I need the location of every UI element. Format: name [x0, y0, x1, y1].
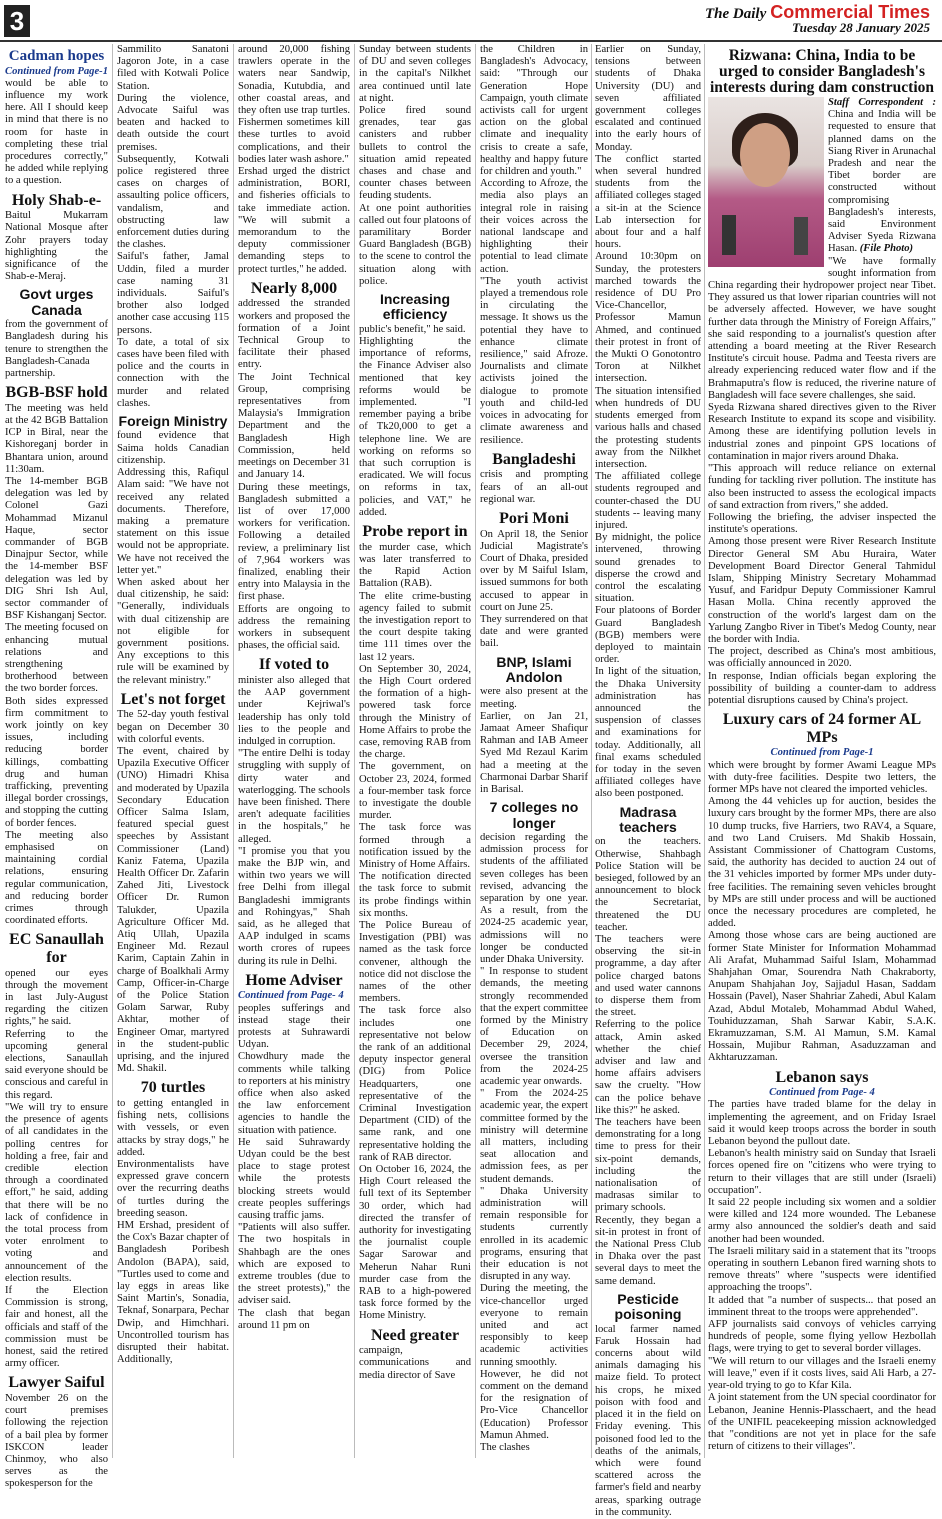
paragraph: Four platoons of Border Guard Bangladesh (BGB) members were deployed to maintain order.: [595, 605, 701, 666]
paragraph: In response, Indian officials began exploring the possibility of building a counter-dam to address potential disruptions caused by China's project.: [708, 670, 936, 706]
paragraph: At one point authorities called out four platoons of paramilitary Border Guard Bangladesh (BGB) to the scene to control the situation along with police.: [359, 202, 471, 287]
article-body: [708, 1099, 936, 1453]
paragraph: Earlier, on Jan 21, Jamaat Ameer Shafiqur Rahman and IAB Ameer Syed Md Rezaul Karim had a meeting at the Charmonai Darbar Sharif in Barisal.: [480, 710, 588, 795]
paragraph: "We will return to our villages and the Israeli enemy will leave," even if it costs lives, said Ali Harb, a 27-year-old trying to go to Kfar Kila.: [708, 1355, 936, 1392]
paragraph: Chowdhury made the comments while talking to reporters at his ministry office when also asked the law enforcement agencies to handle the situation with patience.: [238, 1051, 350, 1136]
paragraph: On April 18, the Senior Judicial Magistrate's Court of Dhaka, presided over by M Saiful Islam, issued summons for both accused to appear in court on June 25.: [480, 528, 588, 613]
section-headline: Lawyer Saiful: [8, 1374, 105, 1392]
masthead-bar: [0, 0, 942, 40]
paragraph: Among those whose cars are being auctioned are former State Minister for Information Mohammad Ali Arafat, Muhammad Saiful Islam, Mohammad Shahjahan Omar, Sourendra Nath Chakraborty, Anupam Shahjahan Joy, Sajjadul Hasan, Saddam Hossain (Pavel), Naser Shahriar Zahedi, Abul Kalam Azad, Abdul Motaleb, Mohammad Abdul Wahed, Touhiduzzaman, Shah Sarwar Kabir, S.A.K. Ekramuzzaman, S.M. Al Mamun, S.M. Kamal Hossain, Mujibur Rahman, Asaduzzaman and Akhtaruzzaman.: [708, 930, 936, 1064]
section-headline: BNP, Islami Andolon: [496, 653, 572, 685]
section-headline: Govt urges Canada: [19, 286, 94, 318]
paragraph: The Police Bureau of Investigation (PBI) was named as the task force convener, although the notice did not disclose the names of the other members.: [359, 919, 471, 1005]
paragraph: "This approach will reduce reliance on external funding for tackling river pollution. The institute has also been instructed to assess the ecological impacts of sand extraction from rivers," she added.: [708, 463, 936, 511]
section-headline: 70 turtles: [140, 1079, 206, 1097]
paragraph: decision regarding the admission process for students of the affiliated seven colleges has been revised, advancing the separation by one year. As a result, from the 2024-25 academic year, admissions will no longer be conducted under Dhaka University.: [480, 831, 588, 965]
paragraph: The Israeli military said in a statement that its "troops operating in southern Lebanon fired warning shots to remove threats" where "suspects were identified approaching the troops".: [708, 1245, 936, 1294]
paragraph: HM Ershad, president of the Cox's Bazar chapter of Bangladesh Poribesh Andolon (BAPA), said, "Turtles used to come and lay eggs in areas like Saint Martin's, Sonadia, Teknaf, Sonarpara, Pechar Dwip, and Himchhari. Uncontrolled tourism has disrupted their habitat. Additionally,: [117, 1220, 229, 1366]
paragraph: To date, a total of six cases have been filed with police and the courts in connection with the murder and related clashes.: [117, 336, 229, 409]
paragraph: would be able to influence my work here. All I should keep in mind that there is no room for haste in completing these trial procedures correctly," he added while replying to a question.: [5, 77, 108, 187]
paragraph: The 14-member BGB delegation was led by Colonel Gazi Mohammad Mizanul Haque, sector commander of BGB Dinajpur Sector, while the 14-member BSF delegation was led by DIG Shri Ish Aul, sector commander of BSF Kishanganj Sector.: [5, 475, 108, 622]
headline-luxury-cars: Luxury cars of 24 former AL MPs: [722, 711, 922, 746]
paragraph: the Children in Bangladesh's Advocacy, said: "Through our Generation Hope Campaign, youth climate activists call for urgent action on the global climate and inequality crisis to create a safe, healthy and happy future for children and youth.": [480, 44, 588, 178]
paragraph: AFP journalists said convoys of vehicles carrying hundreds of people, some flying yellow Hezbollah flags, were trying to get to several border villages.: [708, 1319, 936, 1355]
paragraph: campaign, communications and media director of Save: [359, 1345, 471, 1381]
section-headline: 7 colleges no longer: [489, 799, 579, 831]
paragraph: Ershad urged the district administration, BORI, and fisheries officials to take immediate action. "We will submit a memorandum to the deputy commissioner demanding steps to protect turtles," he added.: [238, 166, 350, 275]
column-4: [359, 44, 471, 1458]
headline-rizwana: Rizwana: China, India to be urged to consider Bangladesh's interests during dam construction: [709, 47, 935, 96]
section-headline: BGB-BSF hold: [5, 384, 108, 402]
paragraph: On September 30, 2024, the High Court ordered the formation of a high-powered task force through the Ministry of Home Affairs to probe the case, removing RAB from the charge.: [359, 663, 471, 761]
section-headline: Pesticide poisoning: [614, 1290, 682, 1323]
paragraph: opened our eyes through the movement in last July-August regarding the citizen rights," he said.: [5, 967, 108, 1028]
paragraph: The parties have traded blame for the delay in implementing the agreement, and on Friday Israel said it would keep troops across the border in south Lebanon beyond the pullout date.: [708, 1099, 936, 1148]
paragraph: from the government of Bangladesh during his tenure to strengthen the Bangladesh-Canada partnership.: [5, 319, 108, 379]
column-2: [117, 44, 229, 1458]
paragraph: Earlier on Sunday, tensions between students of Dhaka University (DU) and seven affiliated government colleges escalated and continued into the early hours of Monday.: [595, 44, 701, 153]
paragraph: minister also alleged that the AAP government under Kejriwal's leadership has only told lies to the people and indulged in corruption.: [238, 674, 350, 747]
paragraph: Both sides expressed firm commitment to work jointly on key issues, including reducing border killings, combatting drug and human trafficking, preventing illegal border crossings, and stopping the cutting of border fences.: [5, 695, 108, 829]
paragraph: The project, described as China's most ambitious, was officially announced in 2020.: [708, 646, 936, 670]
paragraph: If the Election Commission is strong, fair and honest, all the officials and staff of the commission must be honest, said the retired army officer.: [5, 1284, 108, 1370]
paragraph: "The youth activist played a tremendous role in circulating the message. It shows us the potential they have to enhance climate resilience," said Afroze. Journalists and climate activists joined the dialogue to promote youth and child-led voices in advocating for climate awareness and resilience.: [480, 275, 588, 446]
paragraph: which were brought by former Awami League MPs with duty-free facilities. Despite two letters, the former MPs have not cleared the imported vehicles.: [708, 759, 936, 795]
article-body: [708, 760, 936, 1065]
lead-paragraph: China and India will be requested to ensure that planned dams on the Siang River in Arunachal Pradesh and near the Tibet border are constructed without compromising Bangladesh's interests, said Environment Adviser Syeda Rizwana Hasan.: [828, 109, 936, 255]
issue-date: Tuesday 28 January 2025: [792, 20, 930, 35]
section-headline: Bangladeshi: [492, 450, 576, 468]
paragraph: On October 16, 2024, the High Court released the full text of its September 30 order, which had directed the transfer of authority for investigating the journalist couple Sagar Sarowar and Meherun Nahar Runi murder case from the RAB to a high-powered task force formed by the Home Ministry.: [359, 1164, 471, 1322]
paragraph: Baitul Mukarram National Mosque after Zohr prayers today highlighting the significance of the Shab-e-Meraj.: [5, 210, 108, 283]
photo-caption: (File Photo): [859, 243, 914, 255]
photo-face: [740, 123, 790, 187]
paragraph: local farmer named Faruk Hossain had concerns about wild animals damaging his maize field. To protect his crops, he mixed poison with food and placed it in the field on Friday evening. This poisoned food led to the deaths of the animals, which were found scattered across the farmer's field and nearby areas, sparking outrage in the community.: [595, 1323, 701, 1518]
paragraph: Environmentalists have expressed grave concern over the recurring deaths of turtles during the breeding season.: [117, 1159, 229, 1219]
paragraph: around 20,000 fishing trawlers operate in the waters near Sandwip, Sonadia, Kutubdia, and other coastal areas, and they often use trap turtles. Fishermen sometimes kill these turtles to avoid complications, and their bodies later wash ashore.": [238, 44, 350, 165]
paragraph: "I promise you that you make the BJP win, and within two years we will free Delhi from illegal Bangladeshi immigrants and Rohingyas," Shah said, as he alleged that AAP indulged in scams worth crores of rupees during its rule in Delhi.: [238, 845, 350, 967]
paragraph: By midnight, the police intervened, throwing sound grenades to disperse the crowd and control the escalating situation.: [595, 532, 701, 605]
paragraph: The situation intensified when hundreds of DU students emerged from various halls and chased the protesting students away from the Nilkhet intersection.: [595, 385, 701, 470]
microphone-icon: [794, 217, 808, 255]
column-divider: [112, 44, 113, 1458]
paragraph: When asked about her dual citizenship, he said: "Generally, individuals with dual citizenship are not eligible for government positions. Any exceptions to this rule will be examined by the relevant ministry.": [117, 576, 229, 686]
paragraph: The task force was formed through a notification issued by the Ministry of Home Affairs.: [359, 822, 471, 870]
section-headline: If voted to: [258, 656, 330, 674]
paragraph: It said 22 people including six women and a soldier were killed and 124 more wounded. The Lebanese army also announced the soldier's death and said another had been wounded.: [708, 1197, 936, 1245]
paragraph: In light of the situation, the Dhaka University administration has announced the suspension of classes and examinations for today. Additionally, all final exams scheduled for today in the seven affiliated colleges have also been postponed.: [595, 666, 701, 800]
paragraph: Among those present were River Research Institute Director General SM Abu Huraira, Water Development Board Director General Tahmidul Islam, Shipping Ministry Secretary Mohammad Yusuf, and Faridpur Deputy Commissioner Kamrul Hasan Molla. China recently approved the construction of the world's largest dam on the Yarlung Zangbo River in Tibet's Medog County, near the border with India.: [708, 536, 936, 645]
section-headline: Need greater: [370, 1326, 460, 1344]
paragraph: The elite crime-busting agency failed to submit the investigation report to the court despite taking time 111 times over the last 12 years.: [359, 590, 471, 663]
paragraph: The meeting was held at the 42 BGB Battalion ICP in Biral, near the Kishoreganj border in Bhantara union, around 11:30am.: [5, 402, 108, 475]
paragraph: Referring to the police attack, Amin asked whether the chief adviser and law and home affairs advisers saw the cruelty. "How can the police behave like this?" he asked.: [595, 1019, 701, 1116]
paragraph: The affiliated college students regrouped and counter-chased the DU students -- leaving many injured.: [595, 471, 701, 531]
section-headline: Foreign Ministry: [118, 413, 228, 430]
paragraph: found evidence that Saima holds Canadian citizenship.: [117, 430, 229, 466]
paragraph: The 52-day youth festival began on December 30 with colorful events.: [117, 709, 229, 745]
section-headline: Let's not forget: [120, 690, 226, 708]
paragraph: Syeda Rizwana shared directives given to the River Research Institute to expand its scope and visibility. Among these are identifying pollution levels in industrial zones and pinpoint GPS locations of contamination in major rivers around Dhaka.: [708, 402, 936, 462]
paragraph: They surrendered on that date and were granted bail.: [480, 613, 588, 650]
continued-note: Continued from Page-1: [770, 747, 874, 759]
column-divider: [233, 44, 234, 1458]
column-5: [480, 44, 588, 1458]
paragraph: A joint statement from the UN special coordinator for Lebanon, Jeanine Hennis-Plasschaert, and the head of the UNIFIL peacekeeping mission acknowledged that "conditions are not yet in place for the safe return of citizens to their villages".: [708, 1392, 936, 1453]
paragraph: During the violence, Advocate Saiful was beaten and hacked to death outside the court premises.: [117, 92, 229, 153]
paragraph: The task force also includes one representative not below the rank of an additional deputy inspector general (DIG) from Police Headquarters, one representative of the Criminal Investigation Department (CID) of the same rank, and one representative holding the rank of RAB director.: [359, 1005, 471, 1163]
paragraph: were also present at the meeting.: [480, 686, 588, 710]
paragraph: The event, chaired by Upazila Executive Officer (UNO) Himadri Khisa and moderated by Upazila Secondary Education Officer Salma Islam, featured special guest speeches by Assistant Commissioner (Land) Kaniz Fatema, Upazila Health Officer Dr. Zafarin Zahed Jiti, Livestock Officer Dr. Rumon Talukder, Upazila Agriculture Officer Md. Atiq Ullah, Upazila Engineer Md. Rezaul Karim, Captain Zahin in charge of Boalkhali Army Camp, Officer-in-Charge of the Police Station Golam Sarwar, Ruby Akhtar, mother of Engineer Omar, martyred in the student-public uprising, and the injured Md. Shakil.: [117, 745, 229, 1075]
paragraph: It added that "a number of suspects... that posed an imminent threat to the troops were apprehended".: [708, 1294, 936, 1318]
paragraph: "Patients will also suffer. The two hospitals in Shahbagh are the ones which are exposed to extreme troubles (due to the street protests)," the adviser said.: [238, 1222, 350, 1307]
paragraph: The meeting focused on enhancing mutual relations and strengthening brotherhood between the two border forces.: [5, 622, 108, 695]
paragraph: Around 10:30pm on Sunday, the protesters marched towards the residence of DU Pro Vice-Chancellor, Professor Mamun Ahmed, and continued their protest in front of the Mukti O Gonotontro Toron at Nilkhet intersection.: [595, 251, 701, 385]
section-headline: EC Sanaullah for: [9, 931, 104, 967]
article-body: [708, 256, 936, 708]
paragraph: " In response to student demands, the meeting strongly recommended that the expert committee formed by the Ministry of Education on December 29, 2024, oversee the transition from the 2024-25 academic year onwards.: [480, 966, 588, 1087]
paragraph: "We will try to ensure the presence of agents of all candidates in the polling centres for holding a free, fair and credible election through a coordinated effort," he said, adding that there will be no lack of confidence in the total process from voter enrolment to voting and announcement of the election results.: [5, 1101, 108, 1284]
paragraph: Addressing this, Rafiqul Alam said: "We have not received any related documents. Therefore, making a premature statement on this issue would not be appropriate. We have not received the letter yet.": [117, 467, 229, 576]
column-1: [5, 44, 108, 1490]
paragraph: Following the briefing, the adviser inspected the institute's operations.: [708, 511, 936, 536]
paragraph: The clash that began around 11 pm on: [238, 1307, 350, 1331]
paragraph: The conflict started when several hundred students from the affiliated colleges staged a sit-in at the Science Lab intersection for about four and a half hours.: [595, 153, 701, 251]
paragraph: Among the 44 vehicles up for auction, besides the luxury cars brought by the former MPs, there are also 10 dump trucks, five Harriers, two RAV4, a Square, and two Land Cruisers. Md Shakib Hossain, Assistant Commissioner of Chattogram Customs, said, the authority has decided to auction 24 out of the 31 vehicles imported by former MPs under duty-free facilities. The remaining seven vehicles brought by MPs are still under process and will be auctioned once the necessary procedures are completed, he added.: [708, 796, 936, 930]
paragraph: The government, on October 23, 2024, formed a four-member task force to investigate the double murder.: [359, 761, 471, 822]
paragraph: During the meeting, the vice-chancellor urged everyone to remain united and act responsibly to keep academic activities running smoothly.: [480, 1283, 588, 1368]
paragraph: Saiful's father, Jamal Uddin, filed a murder case naming 31 individuals. Saiful's brother also lodged another case accusing 115 persons.: [117, 251, 229, 336]
column-7: [708, 44, 936, 1458]
section-headline: Home Adviser: [245, 971, 343, 989]
paragraph: Referring to the upcoming general elections, Sanaullah said everyone should be conscious and careful in this regard.: [5, 1028, 108, 1101]
paragraph: peoples sufferings and instead stage their protests at Suhrawardi Udyan.: [238, 1002, 350, 1051]
paragraph: Highlighting the importance of reforms, the Finance Adviser also mentioned that key reforms would be implemented. "I remember paying a bribe of Tk20,000 to get a telephone line. We are working on reforms so that such corruption is eradicated. We will focus on reforms in tax, policies, and VAT," he added.: [359, 336, 471, 518]
paragraph: on the teachers. Otherwise, Shahbagh Police Station will be besieged, followed by an announcement to block the Secretariat, threatened the DU teacher.: [595, 836, 701, 933]
section-headline: Pori Moni: [499, 509, 569, 527]
header-rule: [0, 40, 942, 42]
paragraph: However, he did not comment on the demand for the resignation of Pro-Vice Chancellor (Education) Professor Mamun Ahmed.: [480, 1368, 588, 1441]
paragraph: Sunday between students of DU and seven colleges in the capital's Nilkhet area continued until late at night.: [359, 44, 471, 104]
paragraph: Subsequently, Kotwali police registered three cases on charges of assaulting police officers, vandalism, and obstructing law enforcement duties during the clashes.: [117, 153, 229, 251]
section-headline: Probe report in: [362, 523, 468, 541]
paragraph: The Joint Technical Group, comprising representatives from Malaysia's Immigration Department and the Bangladesh High Commission, held meetings on December 31 and January 14.: [238, 371, 350, 481]
paragraph: Sammilito Sanatoni Jagoron Jote, in a case filed with Kotwali Police Station.: [117, 44, 229, 92]
paragraph: During these meetings, Bangladesh submitted a list of over 17,000 workers for verification. Following a detailed review, a preliminary list of 7,964 workers was finalized, enabling their entry into Malaysia in the first phase.: [238, 481, 350, 603]
paragraph: The notification directed the task force to submit its probe findings within six months.: [359, 871, 471, 919]
column-divider: [591, 44, 592, 1458]
paragraph: The teachers were observing the sit-in programme, a day after police charged batons and used water cannons to disperse them from the street.: [595, 934, 701, 1019]
section-headline: Nearly 8,000: [250, 279, 338, 297]
column-divider: [475, 44, 476, 1458]
paragraph: to getting entangled in fishing nets, collisions with vessels, or even attacks by stray dogs," he added.: [117, 1098, 229, 1158]
masthead-title: Commercial Times: [770, 2, 930, 22]
continued-note: Continued from Page- 4: [769, 1087, 875, 1099]
column-6: [595, 44, 701, 1518]
section-headline: Increasing efficiency: [379, 291, 451, 323]
paragraph: "The entire Delhi is today struggling with supply of dirty water and waterlogging. The schools have been finished. There aren't adequate facilities in the hospitals," he alleged.: [238, 748, 350, 845]
paragraph: Police fired sound grenades, tear gas canisters and rubber bullets to control the situation amid repeated chases and chase and counter chases between feuding students.: [359, 105, 471, 202]
paragraph: " From the 2024-25 academic year, the expert committee formed by the ministry will determine all matters, including seat allocation and admission fees, as per student demands.: [480, 1088, 588, 1185]
paragraph: public's benefit," he said.: [359, 323, 466, 335]
adviser-photo: [708, 97, 824, 267]
paragraph: addressed the stranded workers and proposed the formation of a Joint Technical Group to facilitate their phased entry.: [238, 298, 350, 371]
paragraph: He said Suhrawardy Udyan could be the best place to stage protest while the protests blocking streets would create peoples sufferings causing traffic jams.: [238, 1136, 350, 1222]
section-headline: Holy Shab-e-: [11, 191, 102, 209]
microphone-icon: [722, 215, 736, 255]
column-divider: [704, 44, 705, 1458]
continued-note: Continued from Page-1: [5, 65, 108, 77]
paragraph: The meeting also emphasised on maintaining cordial relations, ensuring regular communication, and reducing border crimes through coordinated efforts.: [5, 829, 108, 927]
byline: Staff Correspondent :: [828, 97, 936, 108]
paragraph: The clashes: [480, 1442, 530, 1454]
paragraph: The teachers have been demonstrating for a long time to press for their six-point demands, including the nationalisation of madrasas similar to primary schools.: [595, 1117, 701, 1214]
section-headline: Cadman hopes: [8, 48, 105, 64]
paragraph: Lebanon's health ministry said on Sunday that Israeli forces opened fire on "citizens who were trying to return to their villages that are still under (Israeli) occupation".: [708, 1148, 936, 1196]
masthead-small: The Daily: [705, 6, 767, 22]
paragraph: crisis and prompting fears of an all-out regional war.: [480, 469, 588, 505]
page-number: 3: [4, 5, 30, 37]
paragraph: According to Afroze, the media also plays an integral role in raising their voices across the national landscape and highlighting their potential to lead climate action.: [480, 178, 588, 275]
paragraph: November 26 on the court premises following the rejection of a bail plea by former ISKCON leader Chinmoy, who also serves as the spokesperson for the: [5, 1392, 108, 1490]
paragraph: Recently, they began a sit-in protest in front of the National Press Club in Dhaka over the past several days to meet the same demand.: [595, 1214, 701, 1287]
paragraph: Efforts are ongoing to address the remaining workers in subsequent phases, the official said.: [238, 603, 350, 652]
continued-note: Continued from Page- 4: [238, 990, 344, 1002]
section-headline: Madrasa teachers: [619, 803, 677, 835]
column-divider: [354, 44, 355, 1458]
paragraph: the murder case, which was later transferred to the Rapid Action Battalion (RAB).: [359, 541, 471, 590]
headline-lebanon: Lebanon says: [775, 1068, 869, 1086]
paragraph: " Dhaka University administration will remain responsible for students currently enrolled in its academic programs, ensuring that their education is not disrupted in any way.: [480, 1185, 588, 1283]
paragraph: "We have formally sought information from China regarding their hydropower project near Tibet. They assured us that lower riparian countries will not be adversely affected. However, we have sought further data through the Ministry of Foreign Affairs," she said responding to a journalist's question after attending a board meeting at the River Research Institute's circuit house. Padma and Teesta rivers are already experiencing reduced water flow and if the Brahmaputra's flow is reduced, the riverine nature of Bangladesh will face severe challenges, she said.: [708, 255, 936, 401]
column-3: [238, 44, 350, 1458]
